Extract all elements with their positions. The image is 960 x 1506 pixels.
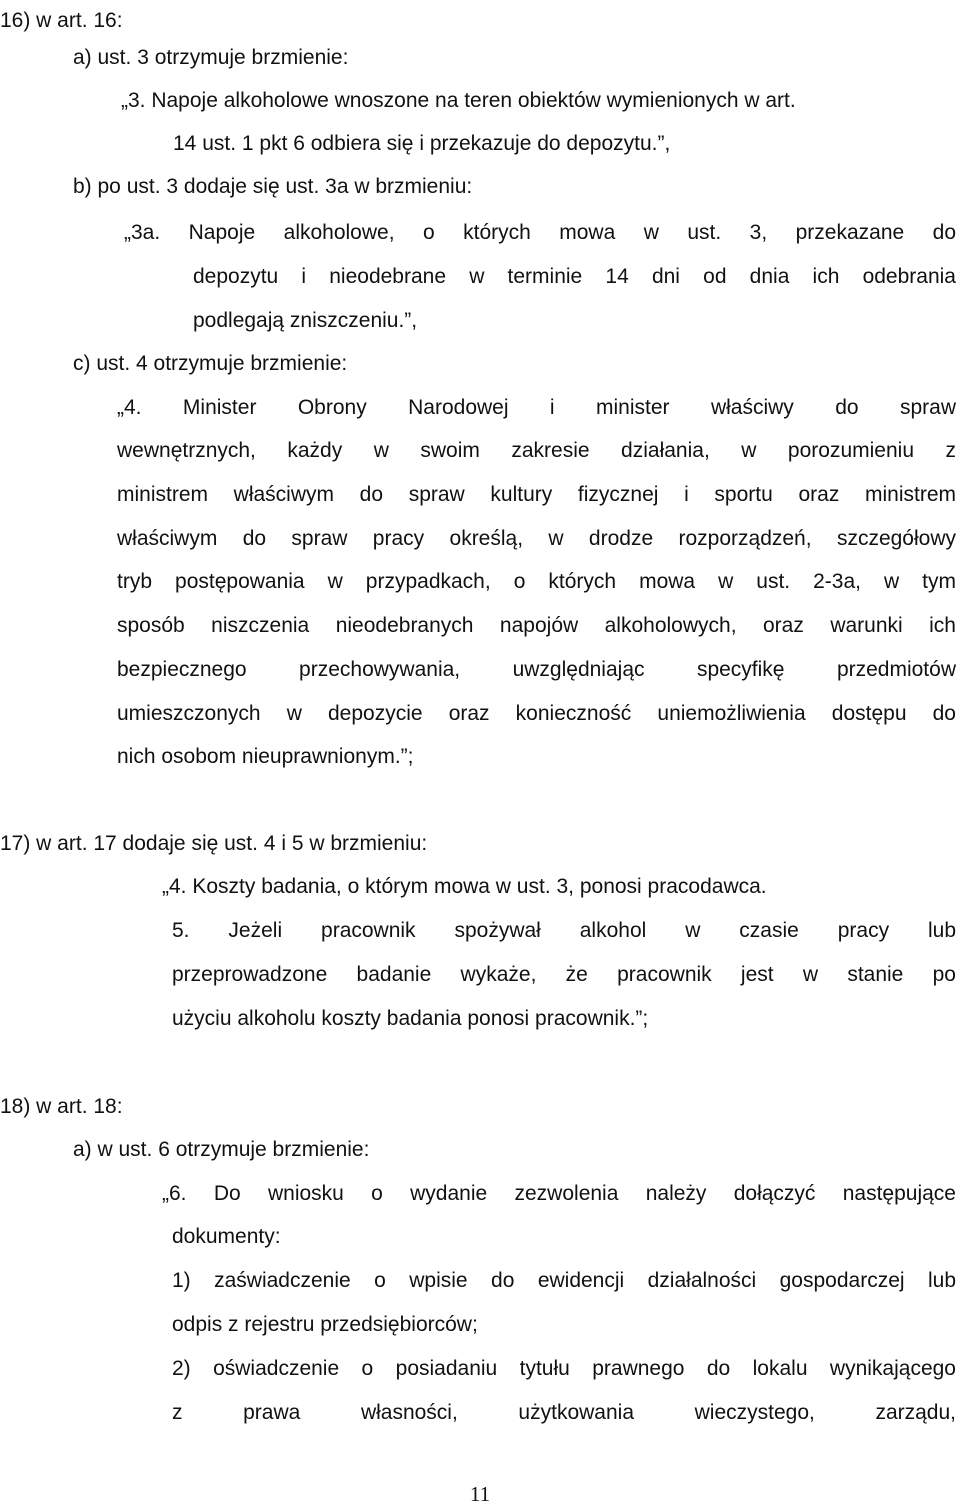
text-line: 16) w art. 16: <box>0 9 123 32</box>
text-line: bezpiecznego przechowywania, uwzględniając specyfikę przedmiotów <box>117 658 956 681</box>
text-line: właściwym do spraw pracy określą, w drodze rozporządzeń, szczegółowy <box>117 527 956 550</box>
text-line: ministrem właściwym do spraw kultury fizycznej i sportu oraz ministrem <box>117 483 956 506</box>
text-line: 2) oświadczenie o posiadaniu tytułu prawnego do lokalu wynikającego <box>172 1357 956 1380</box>
text-line: b) po ust. 3 dodaje się ust. 3a w brzmieniu: <box>73 175 473 198</box>
text-line: tryb postępowania w przypadkach, o których mowa w ust. 2-3a, w tym <box>117 570 956 593</box>
text-line: podlegają zniszczeniu.”, <box>193 309 418 332</box>
text-line: użyciu alkoholu koszty badania ponosi pracownik.”; <box>172 1007 649 1030</box>
page-number: 11 <box>469 1482 491 1506</box>
text-line: z prawa własności, użytkowania wieczystego, zarządu, <box>172 1401 956 1424</box>
text-line: a) w ust. 6 otrzymuje brzmienie: <box>73 1138 370 1161</box>
text-line: przeprowadzone badanie wykaże, że pracownik jest w stanie po <box>172 963 956 986</box>
text-line: „4. Koszty badania, o którym mowa w ust. 3, ponosi pracodawca. <box>162 875 767 898</box>
text-line: 5. Jeżeli pracownik spożywał alkohol w czasie pracy lub <box>172 919 956 942</box>
text-line: a) ust. 3 otrzymuje brzmienie: <box>73 46 349 69</box>
text-line: nich osobom nieuprawnionym.”; <box>117 745 414 768</box>
text-line: „6. Do wniosku o wydanie zezwolenia należy dołączyć następujące <box>162 1182 956 1205</box>
text-line: 17) w art. 17 dodaje się ust. 4 i 5 w brzmieniu: <box>0 832 428 855</box>
text-line: sposób niszczenia nieodebranych napojów alkoholowych, oraz warunki ich <box>117 614 956 637</box>
text-line: dokumenty: <box>172 1225 281 1248</box>
text-line: umieszczonych w depozycie oraz konieczność uniemożliwienia dostępu do <box>117 702 956 725</box>
text-line: depozytu i nieodebrane w terminie 14 dni od dnia ich odebrania <box>193 265 956 288</box>
text-line: odpis z rejestru przedsiębiorców; <box>172 1313 478 1336</box>
text-line: 1) zaświadczenie o wpisie do ewidencji działalności gospodarczej lub <box>172 1269 956 1292</box>
text-line: wewnętrznych, każdy w swoim zakresie działania, w porozumieniu z <box>117 439 956 462</box>
text-line: „4. Minister Obrony Narodowej i minister właściwy do spraw <box>117 396 956 419</box>
text-line: 14 ust. 1 pkt 6 odbiera się i przekazuje do depozytu.”, <box>173 132 671 155</box>
text-line: c) ust. 4 otrzymuje brzmienie: <box>73 352 348 375</box>
text-line: „3. Napoje alkoholowe wnoszone na teren obiektów wymienionych w art. <box>121 89 796 112</box>
text-line: 18) w art. 18: <box>0 1095 123 1118</box>
text-line: „3a. Napoje alkoholowe, o których mowa w ust. 3, przekazane do <box>124 221 956 244</box>
